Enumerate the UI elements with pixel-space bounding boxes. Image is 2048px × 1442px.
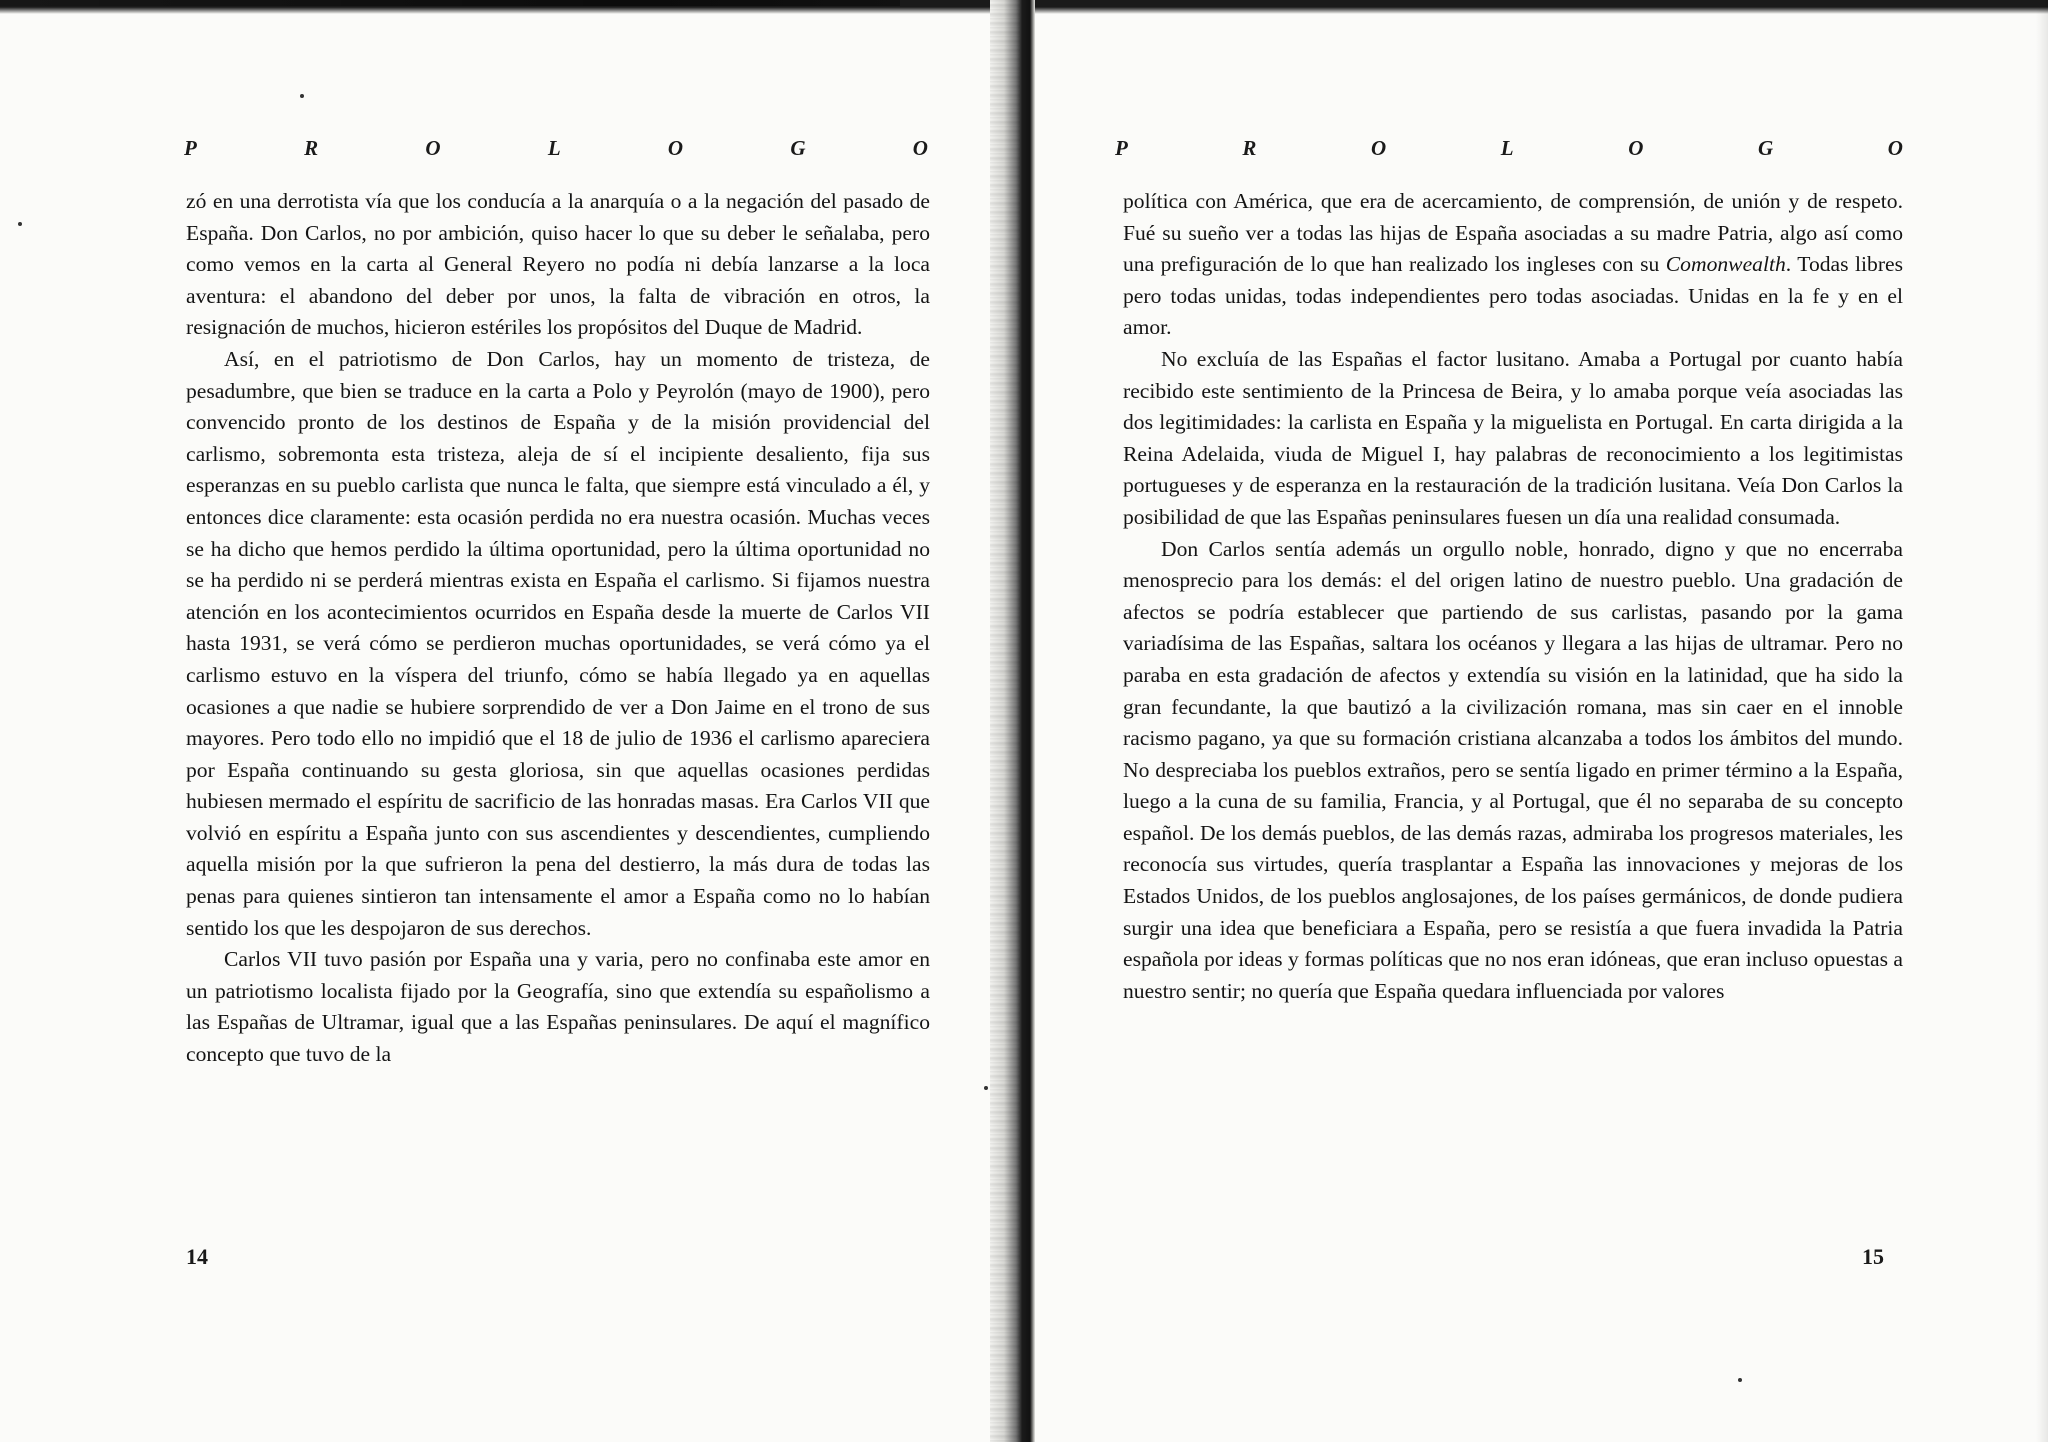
right-page-body	[1123, 186, 1903, 1007]
left-page-body	[186, 186, 930, 1071]
page-number-left: 14	[186, 1244, 208, 1269]
paragraph	[1123, 186, 1903, 344]
paragraph-text: . Todas libres pero todas unidas, todas independientes pero todas asociadas. Unidas en la fe y en el amor.	[1123, 252, 1903, 340]
running-head-letter: O	[1887, 136, 1903, 160]
paragraph: Don Carlos sentía además un orgullo noble, honrado, digno y que no encerraba menosprecio para los demás: el del origen latino de nuestro pueblo. Una gradación de afectos se podría establecer que partiendo de sus carlistas, pasando por la gama variadísima de las Españas, saltara los océanos y llegara a las hijas de ultramar. Pero no paraba en esta gradación de afectos y extendía su visión en la latinidad, que ha sido la gran fecundante, la que bautizó a la civilización romana, mas sin caer en el innoble racismo pagano, ya que su formación cristiana alcanzaba a todos los ámbitos del mundo. No despreciaba los pueblos extraños, pero se sentía ligado en primer término a la España, luego a la cuna de su familia, Francia, y al Portugal, que él no separaba de su concepto español. De los demás pueblos, de las demás razas, admiraba los progresos materiales, les reconocía sus virtudes, quería trasplantar a España las innovaciones y mejoras de los Estados Unidos, de los pueblos anglosajones, de los países germánicos, de donde pudiera surgir una idea que beneficiara a España, pero se resistía a que fuera invadida la Patria española por ideas y formas políticas que no nos eran idóneas, que eran incluso opuestas a nuestro sentir; no quería que España quedara influenciada por valores	[1123, 536, 1903, 1003]
scan-speck	[984, 1086, 988, 1090]
running-head-letter: R	[304, 136, 319, 160]
running-head-letter: O	[667, 136, 684, 160]
running-head-letter: G	[1757, 136, 1774, 160]
paragraph: Carlos VII tuvo pasión por España una y varia, pero no confinaba este amor en un patriotismo localista fijado por la Geografía, sino que extendía su españolismo a las Españas de Ultramar, igual que a las Españas peninsulares. De aquí el magnífico concepto que tuvo de la	[186, 947, 930, 1067]
running-head-left	[184, 136, 928, 161]
running-head-letter: O	[1628, 136, 1644, 160]
running-head-letter: G	[790, 136, 806, 160]
running-head-letter: L	[547, 136, 561, 160]
paragraph-text: política con América, que era de acercamiento, de comprensión, de unión y de respeto. Fué su sueño ver a todas las hijas de España asociadas a su madre Patria, algo así como una prefiguración de lo que han realizado los ingleses con su	[1123, 189, 1903, 277]
paragraph: zó en una derrotista vía que los conducía a la anarquía o a la negación del pasado de España. Don Carlos, no por ambición, quiso hacer lo que su deber le señalaba, pero como vemos en la carta al General Reyero no podía ni debía lanzarse a la loca aventura: el abandono del deber por unos, la falta de vibración en otros, la resignación de muchos, hicieron estériles los propósitos del Duque de Madrid.	[186, 189, 930, 340]
scan-speck	[300, 94, 304, 98]
paragraph: Así, en el patriotismo de Don Carlos, hay un momento de tristeza, de pesadumbre, que bien se traduce en la carta a Polo y Peyrolón (mayo de 1900), pero convencido pronto de los destinos de España y de la misión providencial del carlismo, sobremonta esta tristeza, aleja de sí el incipiente desaliento, fija sus esperanzas en su pueblo carlista que nunca le falta, que siempre está vinculado a él, y entonces dice claramente: esta ocasión perdida no era nuestra ocasión. Muchas veces se ha dicho que hemos perdido la última oportunidad, pero la última oportunidad no se ha perdido ni se perderá mientras exista en España el carlismo. Si fijamos nuestra atención en los acontecimientos ocurridos en España desde la muerte de Carlos VII hasta 1931, se verá cómo se perdieron muchas oportunidades, se verá cómo ya el carlismo estuvo en la víspera del triunfo, cómo se había llegado ya en aquellas ocasiones a que nadie se hubiere sorprendido de ver a Don Jaime en el trono de sus mayores. Pero todo ello no impidió que el 18 de julio de 1936 el carlismo apareciera por España continuando su gesta gloriosa, sin que aquellas ocasiones perdidas hubiesen mermado el espíritu de sacrificio de las honradas masas. Era Carlos VII que volvió en espíritu a España junto con sus ascendientes y descendientes, cumpliendo aquella misión por la que sufrieron la pena del destierro, la más dura de todas las penas para quienes sintieron tan intensamente el amor a España como no lo habían sentido los que les despojaron de sus derechos.	[186, 346, 930, 940]
page-number-right: 15	[1862, 1244, 1884, 1269]
paragraph: No excluía de las Españas el factor lusitano. Amaba a Portugal por cuanto había recibido este sentimiento de la Princesa de Beira, y lo amaba porque veía asociadas las dos legitimidades: la carlista en España y la miguelista en Portugal. En carta dirigida a la Reina Adelaida, viuda de Miguel I, hay palabras de reconocimiento a los legitimistas portugueses y de esperanza en la restauración de la tradición lusitana. Veía Don Carlos la posibilidad de que las Españas peninsulares fuesen un día una realidad consumada.	[1123, 346, 1903, 529]
running-head-letter: O	[1371, 136, 1387, 160]
running-head-letter: O	[912, 136, 928, 160]
gutter-texture	[990, 0, 1020, 1442]
running-head-letter: O	[425, 136, 441, 160]
running-head-letter: P	[184, 136, 197, 160]
left-page	[0, 0, 990, 1442]
running-head-letter: P	[1115, 136, 1128, 160]
scan-speck	[1738, 1378, 1742, 1382]
running-head-right	[1115, 136, 1903, 161]
running-head-letter: L	[1500, 136, 1514, 160]
scan-speck	[18, 222, 22, 226]
running-head-letter: R	[1242, 136, 1257, 160]
right-scan-edge	[2036, 0, 2048, 1442]
right-page	[1035, 0, 2036, 1442]
italic-term: Comonwealth	[1665, 252, 1786, 277]
